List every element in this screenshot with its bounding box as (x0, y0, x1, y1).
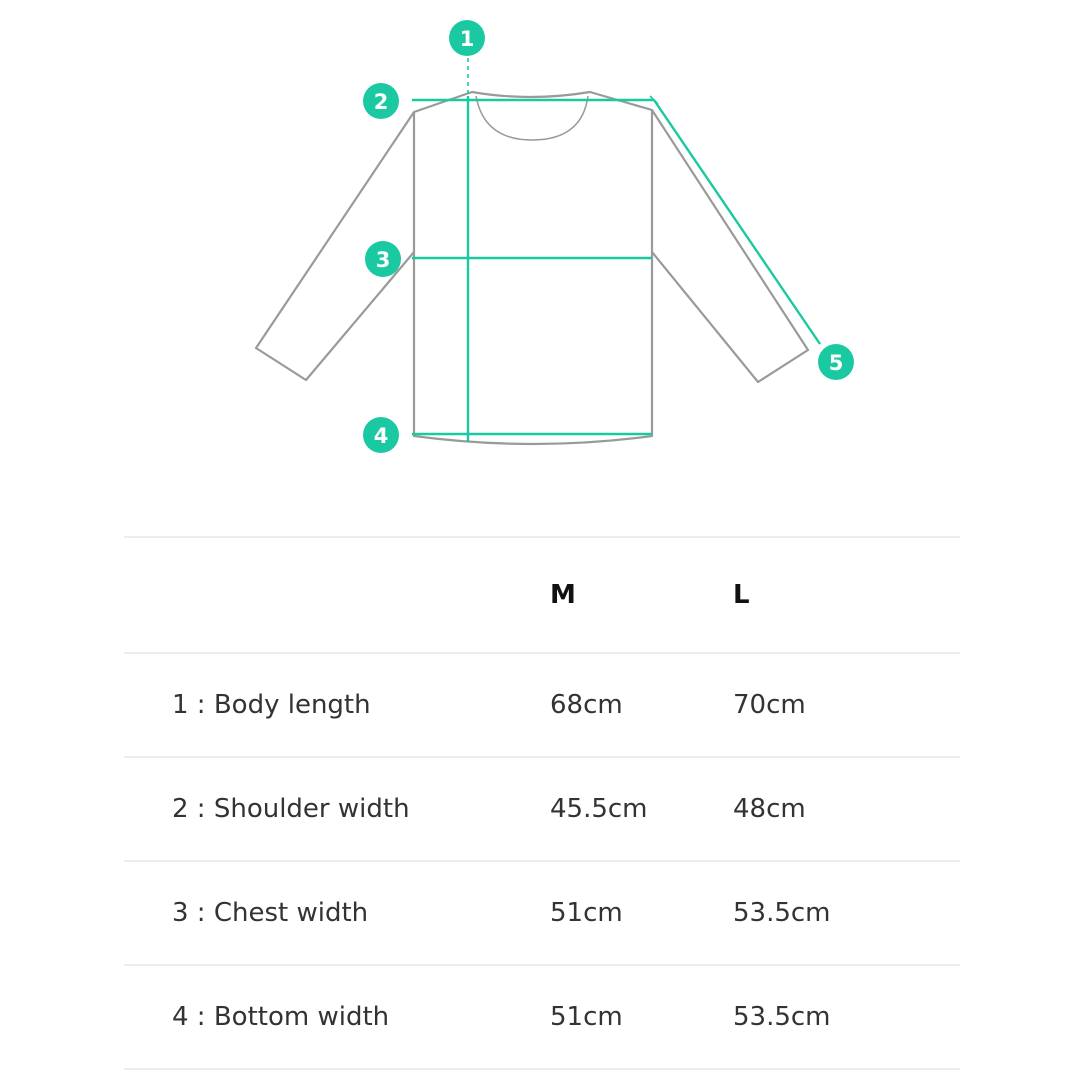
header-size-l: L (733, 580, 750, 610)
table-row (124, 964, 960, 1070)
size-diagram (0, 0, 1080, 500)
row-label-body-length: 1 : Body length (172, 690, 371, 720)
value-m: 68cm (550, 690, 623, 720)
svg-text:3: 3 (375, 248, 391, 272)
table-row (124, 652, 960, 756)
marker-2 (363, 83, 399, 119)
svg-text:5: 5 (828, 351, 844, 375)
svg-text:2: 2 (373, 90, 389, 114)
garment-illustration (0, 0, 1080, 500)
value-l: 70cm (733, 690, 806, 720)
value-m: 45.5cm (550, 794, 648, 824)
neckline (476, 96, 588, 140)
value-l: 48cm (733, 794, 806, 824)
right-sleeve (652, 110, 808, 382)
sleeve-length-line (654, 100, 820, 344)
measurement-markers (363, 20, 854, 453)
table-header-row (124, 536, 960, 652)
value-l: 53.5cm (733, 1002, 831, 1032)
row-label-shoulder-width: 2 : Shoulder width (172, 794, 410, 824)
size-table (124, 536, 960, 1070)
marker-4 (363, 417, 399, 453)
row-label-bottom-width: 4 : Bottom width (172, 1002, 390, 1032)
value-m: 51cm (550, 898, 623, 928)
row-label-chest-width: 3 : Chest width (172, 898, 369, 928)
svg-text:1: 1 (459, 27, 475, 51)
measurement-lines (412, 58, 820, 442)
svg-text:4: 4 (373, 424, 389, 448)
value-m: 51cm (550, 1002, 623, 1032)
table-row (124, 860, 960, 964)
garment-body (414, 92, 652, 444)
marker-1 (449, 20, 485, 56)
table-row (124, 756, 960, 860)
header-size-m: M (550, 580, 576, 610)
marker-5 (818, 344, 854, 380)
marker-3 (365, 241, 401, 277)
garment-outline (256, 92, 808, 444)
value-l: 53.5cm (733, 898, 831, 928)
